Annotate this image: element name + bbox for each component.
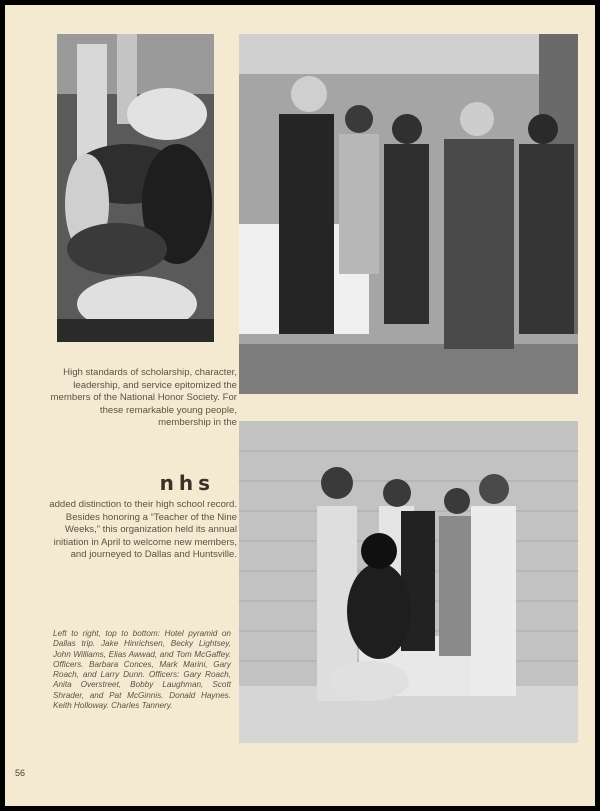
photo-hotel-pyramid xyxy=(57,34,214,342)
page-number: 56 xyxy=(15,768,26,778)
yearbook-page xyxy=(5,5,595,806)
photo-officers xyxy=(239,421,578,743)
section-title: nhs xyxy=(159,471,215,495)
photo-caption: Left to right, top to bottom: Hotel pyramid on Dallas trip. Jake Hinrichsen, Becky Lightsey, John Williams, Elias Awwad, and Tom McGaffey. Officers. Barbara Conces, Mark Marini, Gary Roach, and Larry Dunn. Officers: Gary Roach, Anita Overstreet, Bobby Laughman, Scott Shrader, and Pat McGinnis. Donald Haynes. Keith Holloway. Charles Tannery. xyxy=(53,629,231,711)
body-paragraph: added distinction to their high school record. Besides honoring a “Teacher of the Nine Weeks,” this organization held its annual initiation in April to welcome new members, and journeyed to Dallas and Huntsville. xyxy=(49,499,237,561)
photo-award-presentation xyxy=(239,34,578,394)
intro-paragraph: High standards of scholarship, character, leadership, and service epitomized the members of the National Honor Society. For these remarkable young people, membership in the xyxy=(50,367,237,429)
